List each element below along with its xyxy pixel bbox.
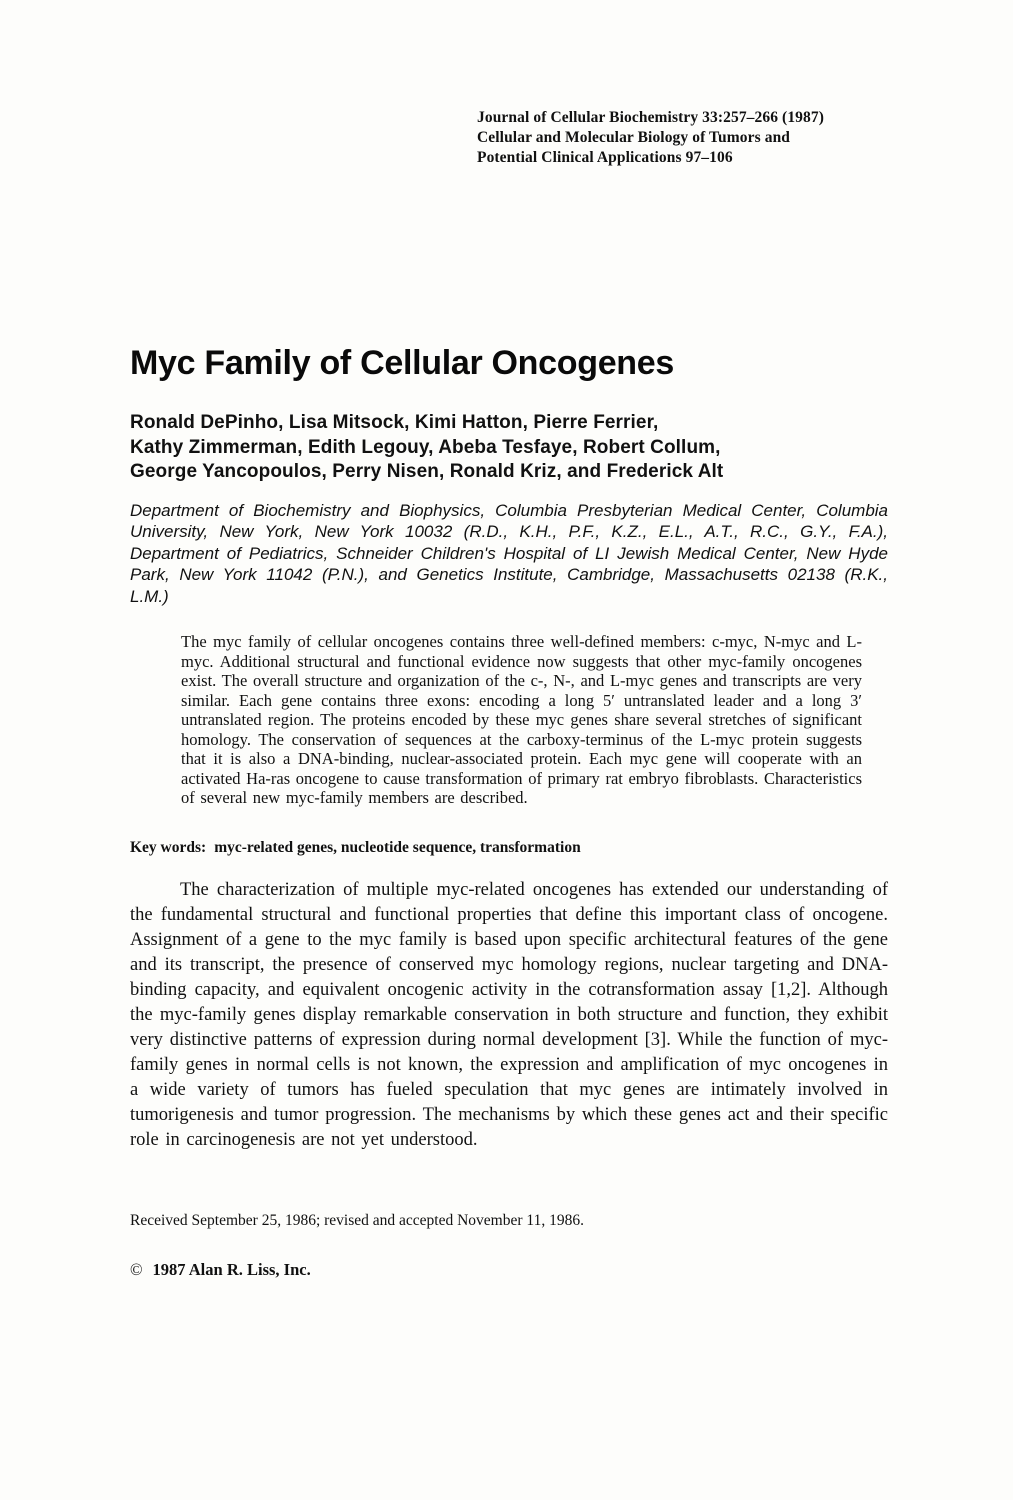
journal-series-line: Cellular and Molecular Biology of Tumors and: [477, 129, 791, 146]
affiliations: Department of Biochemistry and Biophysics, Columbia Presbyterian Medical Center, Columbia University, New York, New York 10032 (R.D., K.H., P.F., K.Z., E.L., A.T., R.C., G.Y., F.A.), Department of Pediatrics, Schneider Children's Hospital of LI Jewish Medical Center, New Hyde Park, New York 11042 (P.N.), and Genetics Institute, Cambridge, Massachusetts 02138 (R.K., L.M.): [130, 500, 888, 606]
journal-pages-line: Potential Clinical Applications 97–106: [477, 149, 733, 166]
journal-citation: Journal of Cellular Biochemistry 33:257–266 (1987): [477, 109, 824, 126]
keywords-text: myc-related genes, nucleotide sequence, transformation: [214, 838, 581, 856]
author-line: George Yancopoulos, Perry Nisen, Ronald Kriz, and Frederick Alt: [130, 461, 724, 482]
copyright-icon: ©: [130, 1259, 143, 1279]
abstract: The myc family of cellular oncogenes contains three well-defined members: c-myc, N-myc and L-myc. Additional structural and functional evidence now suggests that other myc-family oncogenes exist. The overall structure and organization of the c-, N-, and L-myc genes and transcripts are very similar. Each gene contains three exons: encoding a long 5′ untranslated leader and a long 3′ untranslated region. The proteins encoded by these myc genes share several stretches of significant homology. The conservation of sequences at the carboxy-terminus of the L-myc protein suggests that it is also a DNA-binding, nuclear-associated protein. Each myc gene will cooperate with an activated Ha-ras oncogene to cause transformation of primary rat embryo fibroblasts. Characteristics of several new myc-family members are described.: [181, 632, 862, 807]
journal-header: [477, 0, 888, 168]
author-line: Kathy Zimmerman, Edith Legouy, Abeba Tesfaye, Robert Collum,: [130, 436, 721, 458]
keywords-line: [130, 838, 888, 857]
author-list: [130, 411, 888, 485]
copyright-line: [130, 1260, 888, 1280]
body-paragraph: The characterization of multiple myc-related oncogenes has extended our understanding of the fundamental structural and functional properties that define this important class of oncogene. Assignment of a gene to the myc family is based upon specific architectural features of the gene and its transcript, the presence of conserved myc homology regions, nuclear targeting and DNA-binding capacity, and equivalent oncogenic activity in the cotransformation assay [1,2]. Although the myc-family genes display remarkable conservation in both structure and function, they exhibit very distinctive patterns of expression during normal development [3]. While the function of myc-family genes in normal cells is not known, the expression and amplification of myc oncogenes in a wide variety of tumors has fueled speculation that myc genes are intimately involved in tumorigenesis and tumor progression. The mechanisms by which these genes act and their specific role in carcinogenesis are not yet understood.: [130, 879, 888, 1150]
keywords-label: Key words:: [130, 838, 207, 856]
article-title: Myc Family of Cellular Oncogenes: [130, 344, 674, 382]
copyright-text: 1987 Alan R. Liss, Inc.: [152, 1259, 311, 1279]
received-line: Received September 25, 1986; revised and accepted November 11, 1986.: [130, 1211, 584, 1229]
author-line: Ronald DePinho, Lisa Mitsock, Kimi Hatton, Pierre Ferrier,: [130, 412, 659, 433]
